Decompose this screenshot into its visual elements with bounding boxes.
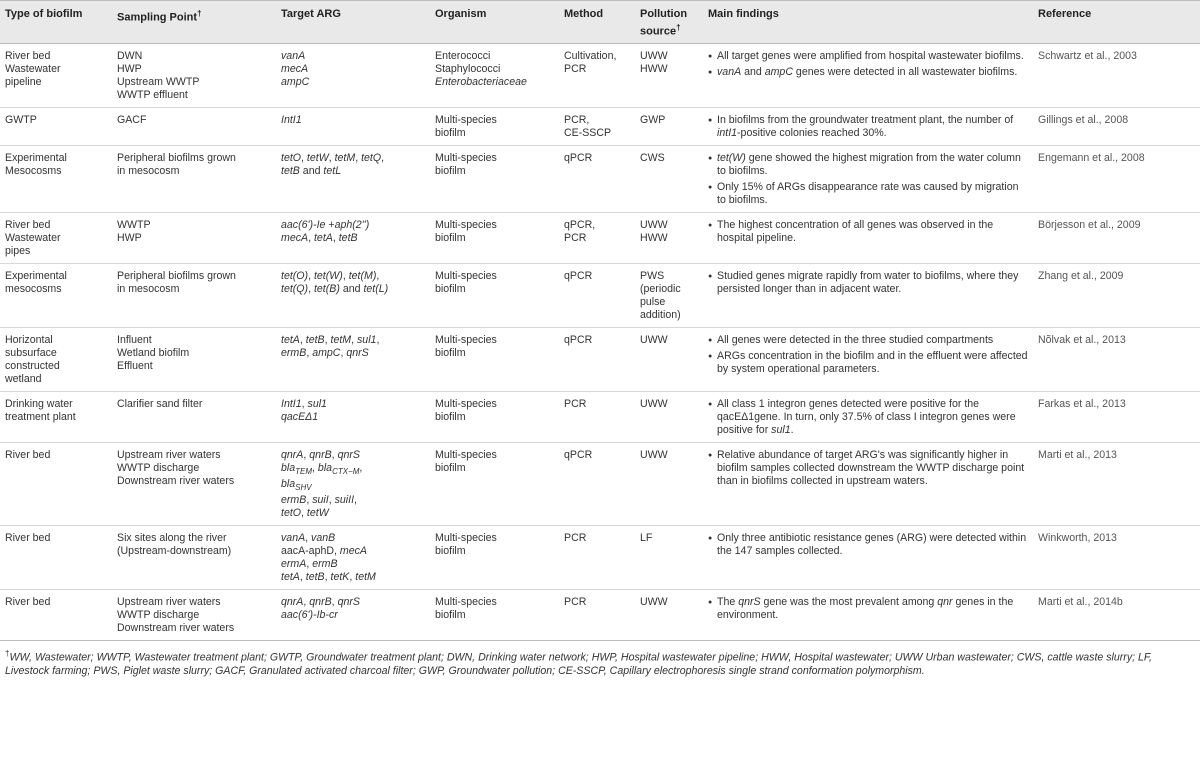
table-row	[0, 525, 1200, 589]
cell-reference	[1033, 391, 1200, 442]
finding-text: Only three antibiotic resistance genes (ARG) were detected within the 147 samples collected.	[717, 531, 1027, 557]
method-line: PCR	[564, 595, 587, 608]
target-line: ermB, ampC, qnrS	[281, 346, 369, 359]
target-line: ermB, suiI, suiII,	[281, 493, 357, 506]
cell-main-findings	[703, 212, 1033, 263]
organism-line: biofilm	[435, 608, 466, 621]
finding-item	[708, 152, 1029, 178]
sampling-line: Influent	[117, 333, 152, 346]
cell-pollution-source	[635, 43, 703, 107]
bullet-icon: ●	[708, 116, 713, 124]
organism-line: biofilm	[435, 410, 466, 423]
finding-text: In biofilms from the groundwater treatment plant, the number of intI1-positive colonies reached 30%.	[717, 113, 1014, 139]
pollution-line: UWW	[640, 595, 668, 608]
cell-sampling-point	[112, 263, 276, 327]
finding-text: All genes were detected in the three studied compartments	[717, 333, 994, 346]
bullet-icon: ●	[708, 336, 713, 344]
finding-item	[708, 532, 1029, 558]
target-line: aac(6')-Ie +aph(2'')	[281, 218, 370, 231]
header-type: Type of biofilm	[0, 1, 112, 44]
sampling-line: Upstream WWTP	[117, 75, 200, 88]
cell-type	[0, 212, 112, 263]
cell-method	[559, 145, 635, 212]
pollution-line: UWW	[640, 333, 668, 346]
cell-method	[559, 107, 635, 145]
sampling-line: Upstream river waters	[117, 595, 221, 608]
sampling-line: Wetland biofilm	[117, 346, 190, 359]
cell-main-findings	[703, 263, 1033, 327]
target-line: mecA, tetA, tetB	[281, 231, 358, 244]
cell-target-arg	[276, 107, 430, 145]
bullet-icon: ●	[708, 598, 713, 606]
bullet-icon: ●	[708, 400, 713, 408]
cell-method	[559, 212, 635, 263]
finding-item	[708, 219, 1029, 245]
cell-sampling-point	[112, 145, 276, 212]
cell-organism	[430, 327, 559, 391]
pollution-line: CWS	[640, 151, 665, 164]
cell-main-findings	[703, 391, 1033, 442]
sampling-line: Clarifier sand filter	[117, 397, 203, 410]
cell-method	[559, 43, 635, 107]
cell-sampling-point	[112, 327, 276, 391]
cell-main-findings	[703, 327, 1033, 391]
cell-organism	[430, 391, 559, 442]
reference-text: Marti et al., 2014b	[1038, 595, 1123, 608]
cell-sampling-point	[112, 589, 276, 640]
organism-line: Multi-species	[435, 333, 497, 346]
finding-text: Only 15% of ARGs disappearance rate was caused by migration to biofilms.	[717, 180, 1019, 206]
sampling-line: WWTP discharge	[117, 608, 200, 621]
cell-pollution-source	[635, 107, 703, 145]
cell-method	[559, 525, 635, 589]
cell-type	[0, 442, 112, 525]
cell-pollution-source	[635, 145, 703, 212]
header-organism: Organism	[430, 1, 559, 44]
cell-method	[559, 589, 635, 640]
cell-type	[0, 391, 112, 442]
reference-text: Schwartz et al., 2003	[1038, 49, 1137, 62]
method-line: qPCR	[564, 448, 593, 461]
method-line: PCR	[564, 62, 587, 75]
finding-text: vanA and ampC genes were detected in all wastewater biofilms.	[717, 65, 1018, 78]
sampling-line: Upstream river waters	[117, 448, 221, 461]
method-line: PCR	[564, 397, 587, 410]
pollution-line: HWW	[640, 62, 668, 75]
type-line: Drinking water	[5, 397, 73, 410]
cell-type	[0, 589, 112, 640]
pollution-line: GWP	[640, 113, 666, 126]
type-line: treatment plant	[5, 410, 76, 423]
cell-organism	[430, 212, 559, 263]
pollution-line: pulse	[640, 295, 666, 308]
pollution-line: LF	[640, 531, 653, 544]
reference-text: Nõlvak et al., 2013	[1038, 333, 1126, 346]
organism-line: biofilm	[435, 544, 466, 557]
cell-method	[559, 263, 635, 327]
method-line: qPCR	[564, 269, 593, 282]
table-row	[0, 107, 1200, 145]
organism-line: biofilm	[435, 461, 466, 474]
cell-organism	[430, 43, 559, 107]
cell-organism	[430, 525, 559, 589]
target-line: qacEΔ1	[281, 410, 319, 423]
cell-target-arg	[276, 442, 430, 525]
finding-item	[708, 596, 1029, 622]
bullet-icon: ●	[708, 183, 713, 191]
organism-line: Enterococci	[435, 49, 491, 62]
bullet-icon: ●	[708, 451, 713, 459]
sampling-line: WWTP	[117, 218, 151, 231]
type-line: River bed	[5, 448, 51, 461]
sampling-line: Downstream river waters	[117, 621, 235, 634]
cell-sampling-point	[112, 525, 276, 589]
cell-reference	[1033, 43, 1200, 107]
sampling-line: (Upstream-downstream)	[117, 544, 232, 557]
target-line: aac(6')-Ib-cr	[281, 608, 338, 621]
method-line: qPCR	[564, 151, 593, 164]
type-line: River bed	[5, 218, 51, 231]
type-line: Wastewater	[5, 231, 61, 244]
type-line: River bed	[5, 531, 51, 544]
reference-text: Engemann et al., 2008	[1038, 151, 1145, 164]
target-line: vanA, vanB	[281, 531, 336, 544]
target-line: tetB and tetL	[281, 164, 342, 177]
sampling-line: in mesocosm	[117, 282, 180, 295]
table-row	[0, 263, 1200, 327]
organism-line: biofilm	[435, 126, 466, 139]
sampling-line: Downstream river waters	[117, 474, 235, 487]
finding-text: tet(W) gene showed the highest migration from the water column to biofilms.	[717, 151, 1021, 177]
method-line: PCR	[564, 231, 587, 244]
type-line: River bed	[5, 595, 51, 608]
cell-type	[0, 525, 112, 589]
finding-item	[708, 50, 1029, 63]
organism-line: Multi-species	[435, 397, 497, 410]
bullet-icon: ●	[708, 352, 713, 360]
table-row	[0, 145, 1200, 212]
cell-target-arg	[276, 525, 430, 589]
organism-line: Multi-species	[435, 218, 497, 231]
type-line: Wastewater	[5, 62, 61, 75]
target-line: bla$_{SHV}$	[281, 477, 312, 492]
sampling-line: HWP	[117, 62, 142, 75]
target-line: qnrA, qnrB, qnrS	[281, 595, 360, 608]
cell-reference	[1033, 442, 1200, 525]
cell-target-arg	[276, 589, 430, 640]
method-line: qPCR,	[564, 218, 596, 231]
pollution-line: HWW	[640, 231, 668, 244]
cell-organism	[430, 442, 559, 525]
cell-main-findings	[703, 107, 1033, 145]
table-row	[0, 589, 1200, 640]
target-line: IntI1, sul1	[281, 397, 327, 410]
header-method: Method	[559, 1, 635, 44]
target-line: tetA, tetB, tetK, tetM	[281, 570, 376, 583]
pollution-line: addition)	[640, 308, 681, 321]
bullet-icon: ●	[708, 68, 713, 76]
pollution-line: UWW	[640, 397, 668, 410]
pollution-line: UWW	[640, 49, 668, 62]
cell-type	[0, 263, 112, 327]
sampling-line: in mesocosm	[117, 164, 180, 177]
finding-item	[708, 334, 1029, 347]
target-line: tet(Q), tet(B) and tet(L)	[281, 282, 389, 295]
reference-text: Zhang et al., 2009	[1038, 269, 1124, 282]
type-line: pipes	[5, 244, 31, 257]
target-line: IntI1	[281, 113, 302, 126]
finding-text: Relative abundance of target ARG's was significantly higher in biofilm samples collected downstream the WWTP discharge point than in biofilms collected in upstream waters.	[717, 448, 1025, 487]
sampling-line: HWP	[117, 231, 142, 244]
sampling-line: Effluent	[117, 359, 153, 372]
header-reference: Reference	[1033, 1, 1200, 44]
cell-sampling-point	[112, 107, 276, 145]
organism-line: Staphylococci	[435, 62, 501, 75]
cell-reference	[1033, 212, 1200, 263]
target-line: tetA, tetB, tetM, sul1,	[281, 333, 380, 346]
organism-line: biofilm	[435, 282, 466, 295]
cell-organism	[430, 263, 559, 327]
finding-text: The qnrS gene was the most prevalent among qnr genes in the environment.	[717, 595, 1014, 621]
target-line: tet(O), tet(W), tet(M),	[281, 269, 380, 282]
sampling-line: Peripheral biofilms grown	[117, 151, 236, 164]
type-line: Horizontal	[5, 333, 53, 346]
finding-text: The highest concentration of all genes was observed in the hospital pipeline.	[717, 218, 994, 244]
finding-item	[708, 114, 1029, 140]
target-line: ampC	[281, 75, 310, 88]
finding-item	[708, 449, 1029, 488]
cell-method	[559, 391, 635, 442]
table-row	[0, 442, 1200, 525]
method-line: PCR,	[564, 113, 590, 126]
cell-pollution-source	[635, 327, 703, 391]
cell-reference	[1033, 107, 1200, 145]
cell-reference	[1033, 589, 1200, 640]
pollution-line: UWW	[640, 448, 668, 461]
cell-target-arg	[276, 43, 430, 107]
cell-pollution-source	[635, 212, 703, 263]
table-row	[0, 43, 1200, 107]
cell-organism	[430, 145, 559, 212]
target-line: vanA	[281, 49, 306, 62]
finding-text: ARGs concentration in the biofilm and in the effluent were affected by system operational parameters.	[717, 349, 1028, 375]
organism-line: Multi-species	[435, 531, 497, 544]
cell-method	[559, 442, 635, 525]
cell-pollution-source	[635, 589, 703, 640]
target-line: mecA	[281, 62, 309, 75]
cell-method	[559, 327, 635, 391]
type-line: mesocosms	[5, 282, 62, 295]
organism-line: biofilm	[435, 346, 466, 359]
cell-target-arg	[276, 145, 430, 212]
cell-target-arg	[276, 391, 430, 442]
type-line: Mesocosms	[5, 164, 62, 177]
finding-item	[708, 66, 1029, 79]
header-row	[0, 1, 1200, 44]
dagger-mark: †	[676, 23, 681, 32]
cell-reference	[1033, 145, 1200, 212]
cell-main-findings	[703, 145, 1033, 212]
cell-main-findings	[703, 442, 1033, 525]
target-line: tetO, tetW	[281, 506, 329, 519]
header-target-arg: Target ARG	[276, 1, 430, 44]
type-line: Experimental	[5, 151, 67, 164]
cell-target-arg	[276, 212, 430, 263]
cell-pollution-source	[635, 263, 703, 327]
sampling-line: WWTP effluent	[117, 88, 188, 101]
type-line: wetland	[5, 372, 42, 385]
cell-target-arg	[276, 263, 430, 327]
dagger-mark: †	[197, 9, 202, 18]
cell-type	[0, 107, 112, 145]
table-row	[0, 391, 1200, 442]
pollution-line: PWS	[640, 269, 665, 282]
organism-line: Multi-species	[435, 595, 497, 608]
cell-type	[0, 43, 112, 107]
header-pollution-source: Pollution source†	[635, 1, 703, 44]
organism-line: Multi-species	[435, 269, 497, 282]
method-line: PCR	[564, 531, 587, 544]
organism-line: Multi-species	[435, 448, 497, 461]
cell-type	[0, 327, 112, 391]
type-line: subsurface	[5, 346, 57, 359]
reference-text: Gillings et al., 2008	[1038, 113, 1129, 126]
type-line: Experimental	[5, 269, 67, 282]
cell-sampling-point	[112, 442, 276, 525]
organism-line: Multi-species	[435, 113, 497, 126]
cell-main-findings	[703, 589, 1033, 640]
cell-pollution-source	[635, 525, 703, 589]
finding-text: All target genes were amplified from hospital wastewater biofilms.	[717, 49, 1024, 62]
bullet-icon: ●	[708, 534, 713, 542]
sampling-line: DWN	[117, 49, 143, 62]
cell-main-findings	[703, 43, 1033, 107]
bullet-icon: ●	[708, 52, 713, 60]
reference-text: Börjesson et al., 2009	[1038, 218, 1141, 231]
organism-line: Enterobacteriaceae	[435, 75, 527, 88]
sampling-line: GACF	[117, 113, 147, 126]
cell-type	[0, 145, 112, 212]
cell-organism	[430, 107, 559, 145]
cell-reference	[1033, 525, 1200, 589]
sampling-line: Peripheral biofilms grown	[117, 269, 236, 282]
method-line: CE-SSCP	[564, 126, 612, 139]
target-line: qnrA, qnrB, qnrS	[281, 448, 360, 461]
reference-text: Marti et al., 2013	[1038, 448, 1117, 461]
header-sampling-point: Sampling Point†	[112, 1, 276, 44]
bullet-icon: ●	[708, 154, 713, 162]
method-line: Cultivation,	[564, 49, 617, 62]
reference-text: Winkworth, 2013	[1038, 531, 1117, 544]
finding-text: All class 1 integron genes detected were positive for the qacEΔ1gene. In turn, only 37.5% of class I integron genes were positive for sul1.	[717, 397, 1016, 436]
cell-reference	[1033, 263, 1200, 327]
finding-item	[708, 181, 1029, 207]
bullet-icon: ●	[708, 272, 713, 280]
finding-item	[708, 350, 1029, 376]
finding-text: Studied genes migrate rapidly from water to biofilms, where they persisted longer than in adjacent water.	[717, 269, 1019, 295]
reference-text: Farkas et al., 2013	[1038, 397, 1126, 410]
type-line: River bed	[5, 49, 51, 62]
table-body	[0, 43, 1200, 640]
type-line: pipeline	[5, 75, 42, 88]
cell-sampling-point	[112, 43, 276, 107]
target-line: bla$_{TEM}$, bla$_{CTX-M}$,	[281, 461, 363, 476]
organism-line: biofilm	[435, 164, 466, 177]
target-line: aacA-aphD, mecA	[281, 544, 367, 557]
cell-sampling-point	[112, 212, 276, 263]
pollution-line: UWW	[640, 218, 668, 231]
cell-target-arg	[276, 327, 430, 391]
cell-pollution-source	[635, 391, 703, 442]
cell-reference	[1033, 327, 1200, 391]
cell-sampling-point	[112, 391, 276, 442]
table-row	[0, 212, 1200, 263]
method-line: qPCR	[564, 333, 593, 346]
bullet-icon: ●	[708, 221, 713, 229]
finding-item	[708, 398, 1029, 437]
organism-line: biofilm	[435, 231, 466, 244]
pollution-line: (periodic	[640, 282, 681, 295]
cell-pollution-source	[635, 442, 703, 525]
type-line: constructed	[5, 359, 60, 372]
footnote: †WW, Wastewater; WWTP, Wastewater treatment plant; GWTP, Groundwater treatment plant; DWN, Drinking water network; HWP, Hospital wastewater pipeline; HWW, Hospital wastewater; UWW Urban wastewater; CWS, cattle waste slurry; LF, Livestock farming; PWS, Piglet waste slurry; GACF, Granulated activated charcoal filter; GWP, Groundwater pollution; CE-SSCP, Capillary electrophoresis single strand conformation polymorphism.	[5, 648, 1152, 678]
header-main-findings: Main findings	[703, 1, 1033, 44]
cell-main-findings	[703, 525, 1033, 589]
sampling-line: WWTP discharge	[117, 461, 200, 474]
cell-organism	[430, 589, 559, 640]
table-row	[0, 327, 1200, 391]
type-line: GWTP	[5, 113, 37, 126]
organism-line: Multi-species	[435, 151, 497, 164]
finding-item	[708, 270, 1029, 296]
target-line: ermA, ermB	[281, 557, 338, 570]
sampling-line: Six sites along the river	[117, 531, 227, 544]
target-line: tetO, tetW, tetM, tetQ,	[281, 151, 385, 164]
